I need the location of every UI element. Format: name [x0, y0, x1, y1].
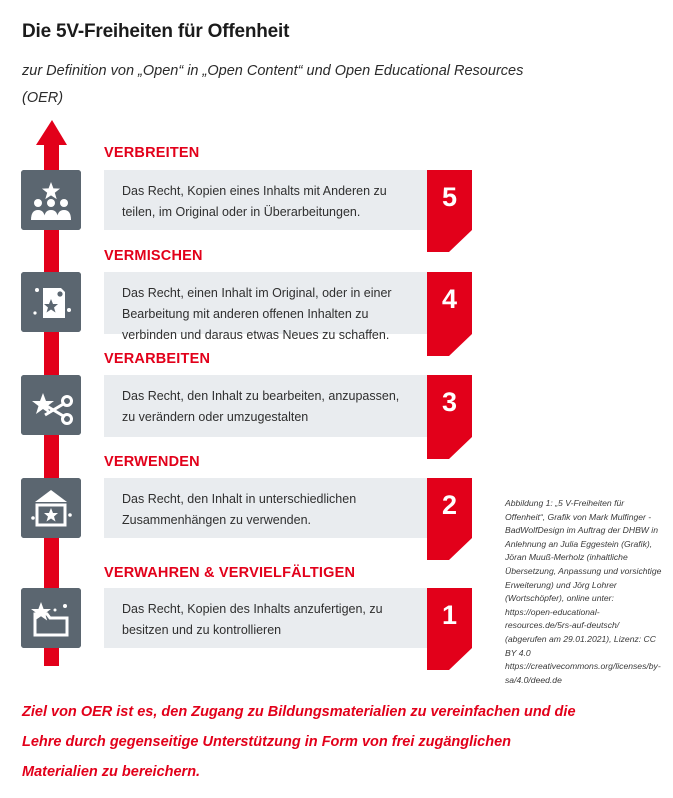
row-heading-2: VERWENDEN	[104, 454, 200, 470]
row-number-5-digit: 5	[441, 182, 458, 212]
row-number-5	[427, 170, 472, 230]
row-text-5: Das Recht, Kopien eines Inhalts mit Anderen zu teilen, im Original oder in Überarbeitungen.	[104, 170, 427, 230]
row-text-2: Das Recht, den Inhalt in unterschiedlichen Zusammenhängen zu verwenden.	[104, 478, 427, 538]
figure-caption: Abbildung 1: „5 V-Freiheiten für Offenheit“, Grafik von Mark Mulfinger - BadWolfDesign im Auftrag der DHBW in Anlehnung an Julia Eggestein (Grafik), Jöran Muuß-Merholz (inhaltliche Übersetzung, Anpassung und vorsichtige Erweiterung) und Jörg Lohrer (Wortschöpfer), online unter: https://open-educational-resources.de/5rs-auf-deutsch/ (abgerufen am 29.01.2021), Lizenz: CC BY 4.0 https://creativecommons.org/licenses/by-sa/4.0/deed.de	[505, 498, 662, 685]
page-subtitle: zur Definition von „Open“ in „Open Content“ und Open Educational Resources (OER)	[22, 63, 524, 106]
row-number-3	[427, 375, 472, 437]
row-number-2-tail	[427, 538, 472, 560]
row-heading-4: VERMISCHEN	[104, 248, 203, 264]
row-text-3: Das Recht, den Inhalt zu bearbeiten, anzupassen, zu verändern oder umzugestalten	[104, 375, 427, 437]
row-number-2-digit: 2	[441, 490, 458, 520]
row-number-3-tail	[427, 437, 472, 459]
row-heading-5: VERBREITEN	[104, 145, 200, 161]
row-number-4-digit: 4	[441, 284, 458, 314]
icon-tile-folder-star	[21, 588, 81, 648]
icon-tile-hanging-sign-star	[21, 478, 81, 538]
row-heading-1: VERWAHREN & VERVIELFÄLTIGEN	[104, 565, 356, 581]
row-number-4	[427, 272, 472, 334]
row-number-3-digit: 3	[441, 387, 458, 417]
row-number-1	[427, 588, 472, 648]
row-number-4-tail	[427, 334, 472, 356]
footer-statement: Ziel von OER ist es, den Zugang zu Bildungsmaterialien zu vereinfachen und die Lehre durch gegenseitige Unterstützung in Form von frei zugänglichen Materialien zu bereichern.	[22, 704, 576, 780]
row-number-5-tail	[427, 230, 472, 252]
icon-tile-scissors-star	[21, 375, 81, 435]
page-title: Die 5V-Freiheiten für Offenheit	[22, 20, 290, 42]
row-heading-3: VERARBEITEN	[104, 351, 211, 367]
icon-tile-share-people	[21, 170, 81, 230]
row-number-2	[427, 478, 472, 538]
row-number-1-tail	[427, 648, 472, 670]
icon-tile-tag-star	[21, 272, 81, 332]
row-text-1: Das Recht, Kopien des Inhalts anzufertigen, zu besitzen und zu kontrollieren	[104, 588, 427, 648]
row-number-1-digit: 1	[441, 600, 458, 630]
row-text-4: Das Recht, einen Inhalt im Original, oder in einer Bearbeitung mit anderen offenen Inhalten zu verbinden und daraus etwas Neues zu schaffen.	[104, 272, 427, 334]
